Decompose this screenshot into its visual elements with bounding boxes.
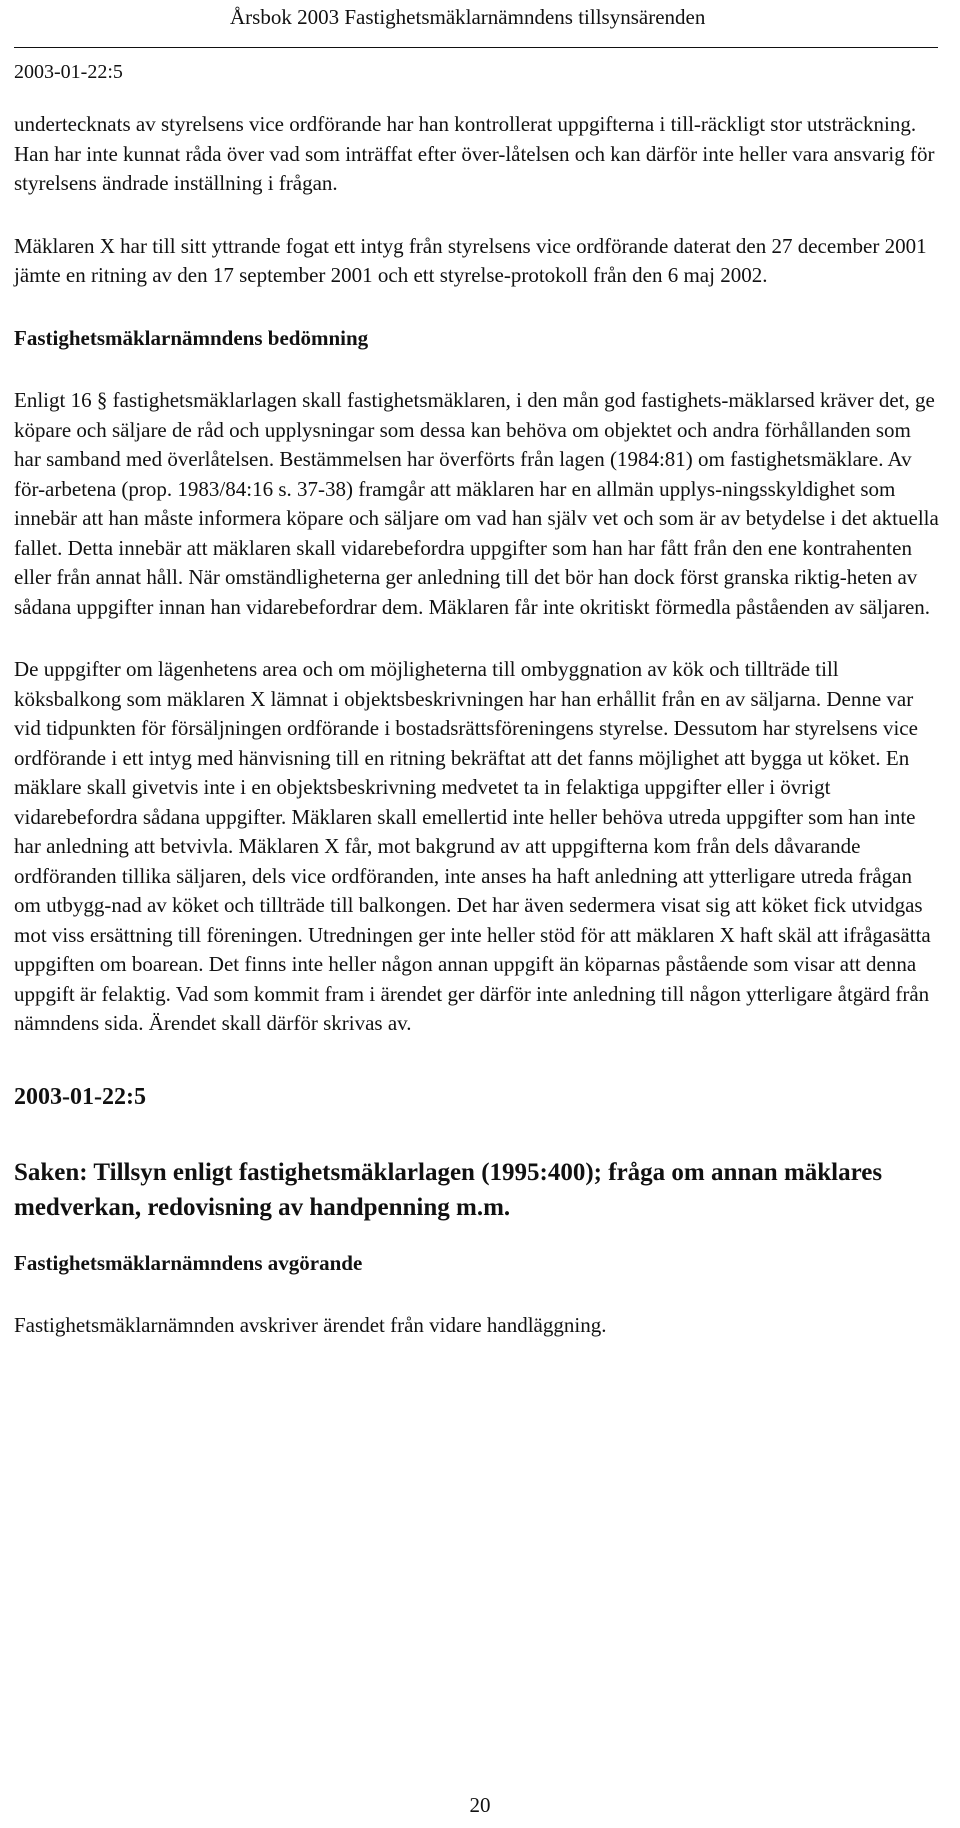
header-divider [14, 47, 938, 48]
running-header-case-ref: 2003-01-22:5 [14, 61, 123, 83]
case-number: 2003-01-22:5 [14, 1083, 146, 1110]
paragraph-1: undertecknats av styrelsens vice ordförande har han kontrollerat uppgifterna i till-räckligt stor utsträckning. Han har inte kunnat råda över vad som inträffat efter över-låtelsen och kan därför inte heller vara ansvarig för styrelsens ändrade inställning i frågan. [14, 112, 935, 195]
case-title: Saken: Tillsyn enligt fastighetsmäklarlagen (1995:400); fråga om annan mäklares medverkan, redovisning av handpenning m.m. [14, 1158, 883, 1221]
heading-avgorande: Fastighetsmäklarnämndens avgörande [14, 1250, 363, 1275]
heading-bedomning: Fastighetsmäklarnämndens bedömning [14, 325, 369, 350]
paragraph-2: Mäklaren X har till sitt yttrande fogat ett intyg från styrelsens vice ordförande daterat den 27 december 2001 jämte en ritning av den 17 september 2001 och ett styrelse-protokoll från den 6 maj 2002. [14, 233, 927, 287]
paragraph-5: Fastighetsmäklarnämnden avskriver ärendet från vidare handläggning. [14, 1313, 607, 1337]
running-header-title: Årsbok 2003 Fastighetsmäklarnämndens tillsynsärenden [230, 5, 706, 29]
paragraph-3: Enligt 16 § fastighetsmäklarlagen skall fastighetsmäklaren, i den mån god fastighets-mäklarsed kräver det, ge köpare och säljare de råd och upplysningar som dessa kan behöva om objektet och andra förhållanden som har samband med överlåtelsen. Bestämmelsen har överförts från lagen (1984:81) om fastighetsmäklare. Av för-arbetena (prop. 1983/84:16 s. 37-38) framgår att mäklaren har en allmän upplys-ningsskyldighet som innebär att han måste informera köpare och säljare om vad han själv vet och som är av betydelse i det aktuella fallet. Detta innebär att mäklaren skall vidarebefordra uppgifter som han har fått från den ene kontrahenten eller från annat håll. När omständligheterna ger anledning till det bör han dock först granska riktig-heten av sådana uppgifter innan han vidarebefordrar dem. Mäklaren får inte okritiskt förmedla påståenden av säljaren. [14, 388, 939, 619]
paragraph-4: De uppgifter om lägenhetens area och om möjligheterna till ombyggnation av kök och tillträde till köksbalkong som mäklaren X lämnat i objektsbeskrivningen har han erhållit från en av säljarna. Denne var vid tidpunkten för försäljningen ordförande i bostadsrättsföreningens styrelse. Dessutom har styrelsens vice ordförande i ett intyg med hänvisning till en ritning bekräftat att det fanns möjlighet att bygga ut köket. En mäklare skall givetvis inte i en objektsbeskrivning medvetet ta in felaktiga uppgifter eller i övrigt vidarebefordra sådana uppgifter. Mäklaren skall emellertid inte heller behöva utreda uppgifter som han inte har anledning att betvivla. Mäklaren X får, mot bakgrund av att uppgifterna kom från dels dåvarande ordföranden tillika säljaren, dels vice ordföranden, inte anses ha haft anledning att ytterligare utreda frågan om utbygg-nad av köket och tillträde till balkongen. Det har även sedermera visat sig att köket fick utvidgas mot viss ersättning till föreningen. Utredningen ger inte heller stöd för att mäklaren X haft skäl att ifrågasätta uppgiften om boarean. Det finns inte heller någon annan uppgift än köparnas påstående som visar att denna uppgift är felaktig. Vad som kommit fram i ärendet ger därför inte anledning till någon ytterligare åtgärd från nämndens sida. Ärendet skall därför skrivas av. [14, 657, 931, 1035]
document-body [14, 110, 942, 1341]
page-number: 20 [469, 1793, 491, 1817]
